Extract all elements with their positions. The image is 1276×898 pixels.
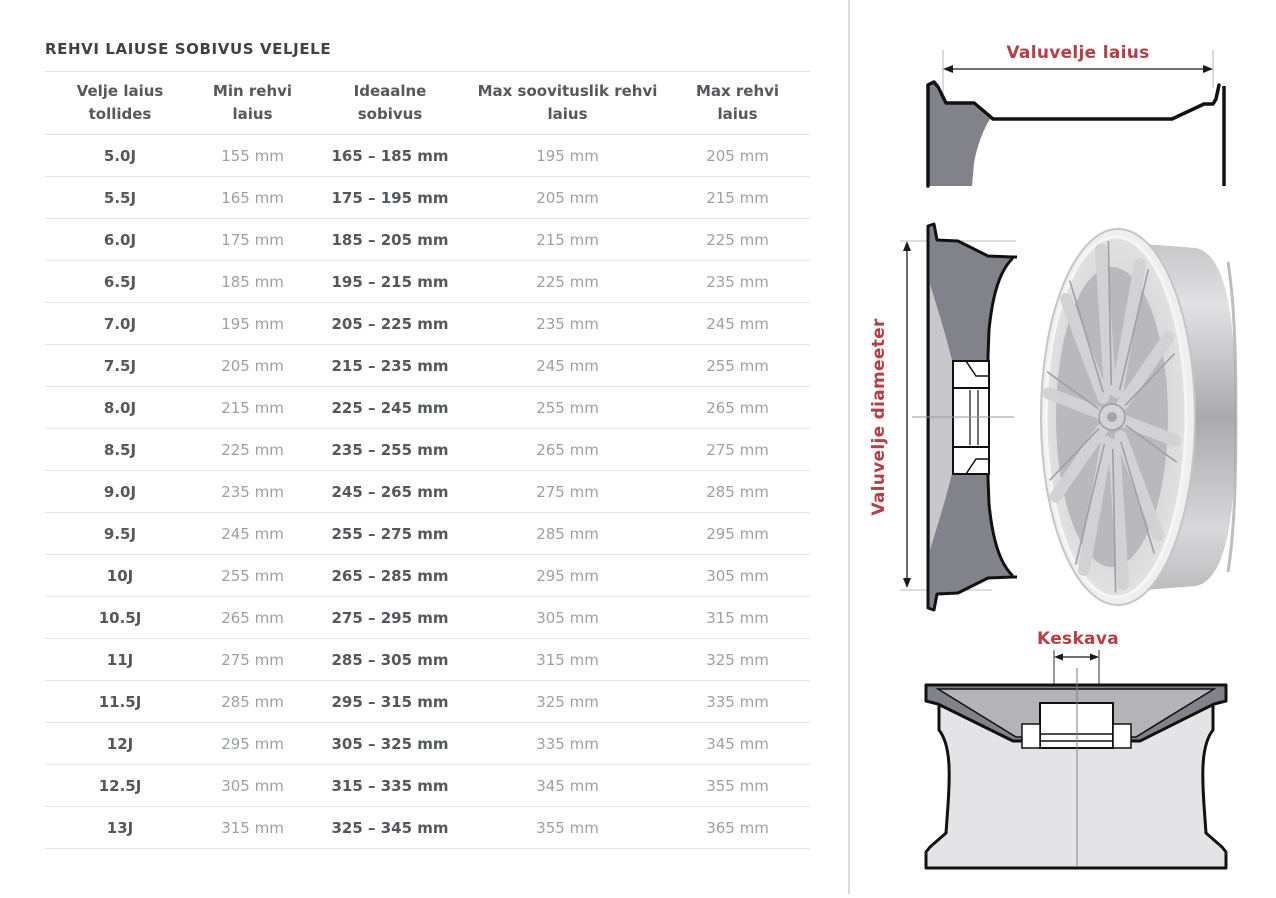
table-row <box>45 177 810 219</box>
table-row <box>45 345 810 387</box>
column-header-ideaalne-sobivus <box>310 72 470 135</box>
cell-min-rehvi-laius: 195 mm <box>195 303 310 345</box>
table-row <box>45 261 810 303</box>
cell-velje-laius-tollides: 7.5J <box>45 345 195 387</box>
table-row <box>45 219 810 261</box>
cell-ideaalne-sobivus: 305 – 325 mm <box>310 723 470 765</box>
cell-max-soovituslik-rehvi-laius: 195 mm <box>470 135 665 177</box>
column-header-max-rehvi-laius <box>665 72 810 135</box>
table-row <box>45 597 810 639</box>
cell-velje-laius-tollides: 12J <box>45 723 195 765</box>
column-header-line: Max soovituslik rehvi <box>477 82 658 100</box>
cell-max-soovituslik-rehvi-laius: 205 mm <box>470 177 665 219</box>
cell-max-soovituslik-rehvi-laius: 235 mm <box>470 303 665 345</box>
cell-max-soovituslik-rehvi-laius: 315 mm <box>470 639 665 681</box>
cell-velje-laius-tollides: 12.5J <box>45 765 195 807</box>
cell-max-rehvi-laius: 345 mm <box>665 723 810 765</box>
page-title: REHVI LAIUSE SOBIVUS VELJELE <box>45 40 332 58</box>
cell-max-rehvi-laius: 335 mm <box>665 681 810 723</box>
table-row <box>45 681 810 723</box>
column-header-line: laius <box>547 105 588 123</box>
cell-max-soovituslik-rehvi-laius: 305 mm <box>470 597 665 639</box>
cell-ideaalne-sobivus: 185 – 205 mm <box>310 219 470 261</box>
column-header-line: tollides <box>88 105 152 123</box>
cell-max-soovituslik-rehvi-laius: 345 mm <box>470 765 665 807</box>
wheel-diagrams-panel <box>850 0 1276 894</box>
cell-ideaalne-sobivus: 325 – 345 mm <box>310 807 470 849</box>
wheel-photo <box>1041 229 1236 605</box>
cell-max-rehvi-laius: 325 mm <box>665 639 810 681</box>
cell-max-soovituslik-rehvi-laius: 225 mm <box>470 261 665 303</box>
cell-ideaalne-sobivus: 315 – 335 mm <box>310 765 470 807</box>
cell-velje-laius-tollides: 7.0J <box>45 303 195 345</box>
cell-ideaalne-sobivus: 285 – 305 mm <box>310 639 470 681</box>
cell-velje-laius-tollides: 8.0J <box>45 387 195 429</box>
cell-max-soovituslik-rehvi-laius: 265 mm <box>470 429 665 471</box>
table-row <box>45 555 810 597</box>
table-row <box>45 387 810 429</box>
wheel-diagrams-svg <box>850 0 1276 894</box>
cell-min-rehvi-laius: 275 mm <box>195 639 310 681</box>
wheel-center-cap <box>1107 412 1117 422</box>
cell-min-rehvi-laius: 155 mm <box>195 135 310 177</box>
cell-ideaalne-sobivus: 225 – 245 mm <box>310 387 470 429</box>
table-header-row <box>45 72 810 135</box>
cell-velje-laius-tollides: 5.5J <box>45 177 195 219</box>
cell-max-rehvi-laius: 235 mm <box>665 261 810 303</box>
hub-cavity <box>953 361 989 474</box>
cell-ideaalne-sobivus: 235 – 255 mm <box>310 429 470 471</box>
table-row <box>45 513 810 555</box>
cell-max-soovituslik-rehvi-laius: 215 mm <box>470 219 665 261</box>
cell-ideaalne-sobivus: 295 – 315 mm <box>310 681 470 723</box>
cell-max-rehvi-laius: 255 mm <box>665 345 810 387</box>
table-row <box>45 639 810 681</box>
cell-max-rehvi-laius: 295 mm <box>665 513 810 555</box>
cell-min-rehvi-laius: 185 mm <box>195 261 310 303</box>
column-header-line: laius <box>232 105 273 123</box>
cell-max-rehvi-laius: 285 mm <box>665 471 810 513</box>
cell-max-soovituslik-rehvi-laius: 355 mm <box>470 807 665 849</box>
cell-velje-laius-tollides: 13J <box>45 807 195 849</box>
bore-dimension-arrow <box>1054 654 1099 661</box>
cell-ideaalne-sobivus: 255 – 275 mm <box>310 513 470 555</box>
rim-cross-section <box>912 224 1017 610</box>
cell-max-rehvi-laius: 355 mm <box>665 765 810 807</box>
cell-velje-laius-tollides: 5.0J <box>45 135 195 177</box>
cell-min-rehvi-laius: 285 mm <box>195 681 310 723</box>
tire-width-fit-section <box>45 40 810 849</box>
cell-max-soovituslik-rehvi-laius: 255 mm <box>470 387 665 429</box>
rim-width-diagram <box>928 43 1224 186</box>
cell-min-rehvi-laius: 315 mm <box>195 807 310 849</box>
cell-max-rehvi-laius: 205 mm <box>665 135 810 177</box>
cell-min-rehvi-laius: 235 mm <box>195 471 310 513</box>
hub-cross-section <box>926 668 1226 868</box>
diameter-dimension-arrow <box>903 241 911 588</box>
cell-velje-laius-tollides: 11J <box>45 639 195 681</box>
table-row <box>45 471 810 513</box>
cell-ideaalne-sobivus: 165 – 185 mm <box>310 135 470 177</box>
cell-velje-laius-tollides: 8.5J <box>45 429 195 471</box>
rim-width-label: Valuvelje laius <box>1006 43 1150 63</box>
table-row <box>45 135 810 177</box>
cell-ideaalne-sobivus: 215 – 235 mm <box>310 345 470 387</box>
cell-min-rehvi-laius: 295 mm <box>195 723 310 765</box>
cell-velje-laius-tollides: 9.5J <box>45 513 195 555</box>
cell-max-rehvi-laius: 305 mm <box>665 555 810 597</box>
rim-diameter-diagram <box>869 224 1236 610</box>
table-row <box>45 429 810 471</box>
column-header-line: Min rehvi <box>212 82 293 100</box>
cell-max-rehvi-laius: 265 mm <box>665 387 810 429</box>
tire-width-fit-table <box>45 71 810 849</box>
cell-min-rehvi-laius: 165 mm <box>195 177 310 219</box>
cell-max-rehvi-laius: 225 mm <box>665 219 810 261</box>
cell-ideaalne-sobivus: 265 – 285 mm <box>310 555 470 597</box>
cell-min-rehvi-laius: 265 mm <box>195 597 310 639</box>
cell-velje-laius-tollides: 6.0J <box>45 219 195 261</box>
column-header-line: laius <box>717 105 758 123</box>
table-row <box>45 303 810 345</box>
cell-min-rehvi-laius: 255 mm <box>195 555 310 597</box>
cell-min-rehvi-laius: 175 mm <box>195 219 310 261</box>
cell-max-soovituslik-rehvi-laius: 325 mm <box>470 681 665 723</box>
cell-ideaalne-sobivus: 175 – 195 mm <box>310 177 470 219</box>
cell-max-rehvi-laius: 215 mm <box>665 177 810 219</box>
cell-velje-laius-tollides: 10J <box>45 555 195 597</box>
center-bore-diagram <box>926 629 1226 868</box>
cell-max-rehvi-laius: 315 mm <box>665 597 810 639</box>
table-body <box>45 135 810 849</box>
cell-min-rehvi-laius: 215 mm <box>195 387 310 429</box>
cell-max-rehvi-laius: 245 mm <box>665 303 810 345</box>
column-header-line: Velje laius <box>76 82 164 100</box>
cell-ideaalne-sobivus: 195 – 215 mm <box>310 261 470 303</box>
cell-max-rehvi-laius: 275 mm <box>665 429 810 471</box>
cell-ideaalne-sobivus: 205 – 225 mm <box>310 303 470 345</box>
cell-ideaalne-sobivus: 245 – 265 mm <box>310 471 470 513</box>
cell-min-rehvi-laius: 225 mm <box>195 429 310 471</box>
cell-max-soovituslik-rehvi-laius: 335 mm <box>470 723 665 765</box>
column-header-velje-laius-tollides <box>45 72 195 135</box>
cell-velje-laius-tollides: 11.5J <box>45 681 195 723</box>
cell-min-rehvi-laius: 205 mm <box>195 345 310 387</box>
cell-max-soovituslik-rehvi-laius: 245 mm <box>470 345 665 387</box>
rim-section-fill <box>929 84 990 186</box>
width-dimension-arrow <box>943 65 1213 73</box>
cell-max-rehvi-laius: 365 mm <box>665 807 810 849</box>
cell-velje-laius-tollides: 6.5J <box>45 261 195 303</box>
table-row <box>45 765 810 807</box>
column-header-line: Max rehvi <box>695 82 780 100</box>
cell-velje-laius-tollides: 9.0J <box>45 471 195 513</box>
table-row <box>45 723 810 765</box>
column-header-min-rehvi-laius <box>195 72 310 135</box>
cell-max-soovituslik-rehvi-laius: 275 mm <box>470 471 665 513</box>
cell-min-rehvi-laius: 305 mm <box>195 765 310 807</box>
cell-min-rehvi-laius: 245 mm <box>195 513 310 555</box>
column-header-max-soovituslik-rehvi-laius <box>470 72 665 135</box>
rim-diameter-label: Valuvelje diameeter <box>869 318 889 516</box>
table-row <box>45 807 810 849</box>
cell-velje-laius-tollides: 10.5J <box>45 597 195 639</box>
column-header-line: sobivus <box>357 105 423 123</box>
cell-max-soovituslik-rehvi-laius: 295 mm <box>470 555 665 597</box>
cell-max-soovituslik-rehvi-laius: 285 mm <box>470 513 665 555</box>
column-header-line: Ideaalne <box>353 82 427 100</box>
center-bore-label: Keskava <box>1037 629 1119 649</box>
table-header <box>45 72 810 135</box>
cell-ideaalne-sobivus: 275 – 295 mm <box>310 597 470 639</box>
